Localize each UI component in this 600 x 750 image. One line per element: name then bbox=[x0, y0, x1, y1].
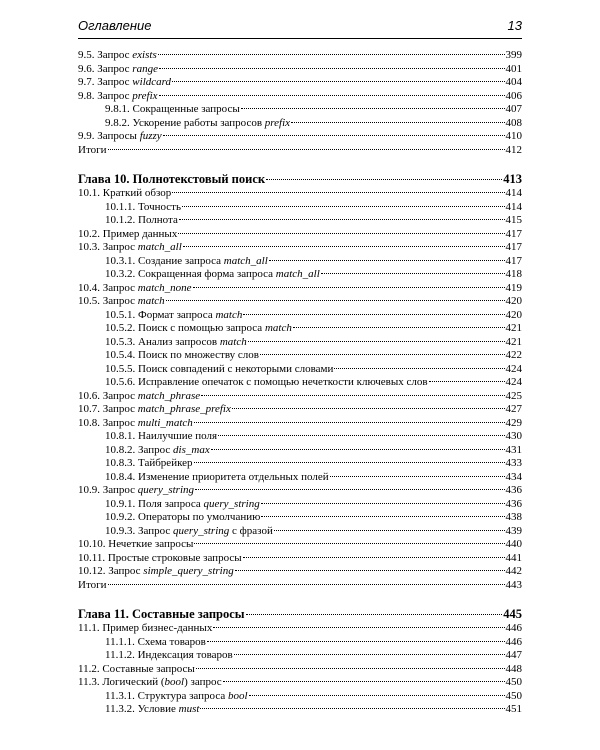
table-of-contents bbox=[78, 49, 522, 717]
toc-entry[interactable] bbox=[78, 241, 522, 255]
toc-entry-text: 9.5. Запрос bbox=[78, 49, 133, 61]
toc-entry-title bbox=[78, 663, 195, 677]
toc-entry-title bbox=[105, 511, 260, 525]
toc-entry-title bbox=[78, 171, 265, 187]
toc-entry[interactable] bbox=[78, 430, 522, 444]
toc-entry-title bbox=[78, 565, 234, 579]
dot-leader bbox=[159, 95, 505, 96]
toc-entry[interactable] bbox=[78, 309, 522, 323]
toc-entry[interactable] bbox=[78, 187, 522, 201]
toc-entry-title bbox=[105, 376, 428, 390]
toc-entry-text: 10.9.3. Запрос bbox=[105, 524, 174, 537]
toc-entry-text-suffix: ) запрос bbox=[184, 676, 222, 688]
toc-entry-code-term: multi_match bbox=[137, 416, 193, 429]
toc-entry-code-term: match_phrase_prefix bbox=[137, 403, 231, 415]
toc-page-number: 422 bbox=[505, 349, 522, 361]
dot-leader bbox=[232, 408, 505, 409]
toc-entry-title bbox=[105, 690, 248, 704]
dot-leader bbox=[234, 654, 505, 655]
toc-entry-text: 10.6. Запрос bbox=[78, 389, 138, 402]
toc-page-number: 438 bbox=[505, 511, 522, 523]
toc-entry-title bbox=[105, 349, 259, 363]
toc-page-number: 420 bbox=[505, 308, 522, 321]
dot-leader bbox=[235, 570, 505, 571]
toc-entry-title bbox=[105, 268, 320, 282]
toc-entry-title bbox=[78, 622, 212, 636]
toc-entry-text: 10.1.2. Полнота bbox=[105, 214, 178, 226]
toc-entry-title bbox=[105, 498, 260, 512]
toc-entry-title bbox=[105, 214, 178, 228]
toc-entry-title bbox=[78, 228, 177, 242]
toc-entry[interactable] bbox=[78, 552, 522, 566]
toc-entry-text: 11.3. Логический ( bbox=[78, 676, 165, 688]
toc-entry-title bbox=[78, 295, 165, 309]
toc-entry-title bbox=[105, 336, 247, 350]
toc-entry-title bbox=[78, 538, 193, 552]
dot-leader bbox=[194, 543, 504, 544]
toc-entry[interactable] bbox=[78, 228, 522, 242]
toc-entry-text: 10.11. Простые строковые запросы bbox=[78, 551, 242, 564]
toc-entry[interactable] bbox=[78, 511, 522, 525]
chapter-gap bbox=[78, 592, 522, 606]
dot-leader bbox=[108, 149, 505, 150]
toc-entry-title bbox=[78, 579, 107, 593]
toc-page-number: 440 bbox=[505, 538, 522, 550]
dot-leader bbox=[249, 695, 505, 696]
running-head bbox=[78, 18, 522, 38]
toc-page-number: 441 bbox=[505, 551, 522, 564]
toc-entry-title bbox=[78, 63, 158, 77]
toc-entry-title bbox=[78, 282, 192, 296]
toc-entry[interactable] bbox=[78, 565, 522, 579]
dot-leader bbox=[193, 287, 505, 288]
toc-page-number: 406 bbox=[505, 89, 522, 102]
toc-entry-text: 10.9. Запрос bbox=[78, 484, 138, 496]
toc-entry-text: 10.5.2. Поиск с помощью запроса bbox=[105, 322, 265, 334]
toc-entry-code-term: match_all bbox=[137, 241, 182, 253]
toc-entry-text: 10.3.2. Сокращенная форма запроса bbox=[105, 268, 276, 280]
toc-entry-text: 11.2. Составные запросы bbox=[78, 662, 195, 675]
toc-entry-text-suffix: с фразой bbox=[229, 524, 273, 537]
dot-leader bbox=[158, 54, 505, 55]
toc-entry[interactable] bbox=[78, 201, 522, 215]
toc-entry-text: 11.1. Пример бизнес-данных bbox=[78, 622, 213, 634]
dot-leader bbox=[218, 435, 504, 436]
toc-entry[interactable] bbox=[78, 417, 522, 431]
toc-page-number: 451 bbox=[505, 703, 522, 715]
dot-leader bbox=[195, 489, 504, 490]
toc-entry-code-term: match_all bbox=[275, 268, 320, 280]
chapter-gap bbox=[78, 157, 522, 171]
toc-entry-title bbox=[78, 676, 222, 690]
toc-entry-title bbox=[78, 144, 107, 158]
toc-page-number: 417 bbox=[505, 227, 522, 240]
toc-page-number: 407 bbox=[505, 103, 522, 115]
toc-entry[interactable] bbox=[78, 322, 522, 336]
toc-entry[interactable] bbox=[78, 484, 522, 498]
toc-entry-text: 10.1.1. Точность bbox=[105, 200, 182, 213]
dot-leader bbox=[207, 641, 505, 642]
toc-entry-title bbox=[105, 117, 290, 131]
toc-entry-title bbox=[105, 322, 292, 336]
toc-entry[interactable] bbox=[78, 282, 522, 296]
toc-entry-title bbox=[78, 552, 242, 566]
toc-entry[interactable] bbox=[78, 703, 522, 717]
toc-entry[interactable] bbox=[78, 49, 522, 63]
toc-entry[interactable] bbox=[78, 538, 522, 552]
toc-entry-text: 10.5.6. Исправление опечаток с помощью нечеткости ключевых слов bbox=[105, 376, 428, 388]
dot-leader bbox=[223, 681, 505, 682]
toc-entry-title bbox=[105, 649, 233, 663]
toc-entry-title bbox=[105, 103, 240, 117]
toc-entry-title bbox=[105, 703, 199, 717]
dot-leader bbox=[179, 219, 505, 220]
dot-leader bbox=[183, 246, 505, 247]
toc-page-number: 404 bbox=[505, 76, 522, 88]
dot-leader bbox=[274, 530, 505, 531]
toc-entry-text: 11.3.2. Условие bbox=[105, 703, 179, 715]
toc-entry-title bbox=[105, 525, 273, 539]
dot-leader bbox=[201, 395, 504, 396]
toc-entry-code-term: match_none bbox=[137, 281, 192, 294]
dot-leader bbox=[241, 108, 505, 109]
toc-entry-code-term: query_string bbox=[203, 497, 260, 510]
toc-entry-code-term: match bbox=[264, 322, 292, 334]
section-title: Оглавление bbox=[78, 18, 152, 33]
toc-entry-text: 10.5.5. Поиск совпадений с некоторыми словами bbox=[105, 362, 334, 375]
toc-page-number: 410 bbox=[505, 130, 522, 142]
toc-entry-text: 9.6. Запрос bbox=[78, 62, 133, 75]
toc-page-number: 446 bbox=[505, 635, 522, 648]
toc-entry-text: 9.8. Запрос bbox=[78, 89, 133, 102]
toc-page-number: 419 bbox=[505, 281, 522, 294]
toc-entry[interactable] bbox=[78, 663, 522, 677]
toc-page-number: 399 bbox=[505, 49, 522, 61]
toc-entry-title bbox=[78, 484, 194, 498]
toc-page-number: 401 bbox=[505, 62, 522, 75]
toc-entry-text: 9.7. Запрос bbox=[78, 76, 133, 88]
toc-entry-text: 10.8.2. Запрос bbox=[105, 443, 174, 456]
toc-entry-title bbox=[105, 457, 193, 471]
dot-leader bbox=[108, 584, 505, 585]
toc-entry[interactable] bbox=[78, 63, 522, 77]
dot-leader bbox=[291, 122, 504, 123]
toc-entry-code-term: match bbox=[219, 335, 247, 348]
toc-page-number: 425 bbox=[505, 389, 522, 402]
toc-entry-code-term: must bbox=[178, 703, 200, 715]
dot-leader bbox=[172, 192, 504, 193]
toc-page-number: 445 bbox=[503, 607, 522, 621]
toc-entry[interactable] bbox=[78, 376, 522, 390]
toc-entry-text: Итоги bbox=[78, 578, 107, 591]
toc-entry-title bbox=[105, 309, 242, 323]
toc-entry-code-term: exists bbox=[132, 49, 157, 61]
toc-entry-title bbox=[78, 417, 193, 431]
dot-leader bbox=[200, 708, 504, 709]
toc-entry-title bbox=[78, 130, 162, 144]
toc-entry[interactable] bbox=[78, 525, 522, 539]
page-number: 13 bbox=[507, 18, 522, 33]
toc-page-number: 412 bbox=[505, 143, 522, 156]
dot-leader bbox=[330, 476, 505, 477]
dot-leader bbox=[321, 273, 505, 274]
dot-leader bbox=[182, 206, 504, 207]
toc-entry-code-term: wildcard bbox=[132, 76, 172, 88]
dot-leader bbox=[211, 449, 505, 450]
dot-leader bbox=[293, 327, 505, 328]
toc-entry[interactable] bbox=[78, 622, 522, 636]
toc-page-number: 446 bbox=[505, 622, 522, 634]
toc-page-number: 417 bbox=[505, 241, 522, 253]
toc-entry-title bbox=[78, 606, 245, 622]
header-rule bbox=[78, 38, 522, 39]
toc-page-number: 430 bbox=[505, 430, 522, 442]
toc-entry[interactable] bbox=[78, 636, 522, 650]
toc-page-number: 436 bbox=[505, 484, 522, 496]
toc-entry-text: Глава 10. Полнотекстовый поиск bbox=[78, 172, 266, 186]
dot-leader bbox=[194, 422, 505, 423]
toc-page-number: 450 bbox=[505, 676, 522, 688]
toc-entry-text: 10.5.1. Формат запроса bbox=[105, 308, 216, 321]
toc-entry[interactable] bbox=[78, 690, 522, 704]
toc-entry-code-term: query_string bbox=[137, 484, 195, 496]
dot-leader bbox=[163, 135, 505, 136]
toc-entry-code-term: dis_max bbox=[173, 443, 210, 456]
toc-entry-code-term: match_phrase bbox=[137, 389, 201, 402]
toc-entry[interactable] bbox=[78, 103, 522, 117]
toc-page-number: 408 bbox=[505, 116, 522, 129]
toc-entry-text: 10.4. Запрос bbox=[78, 281, 138, 294]
dot-leader bbox=[166, 300, 505, 301]
toc-entry-text: 10.8.1. Наилучшие поля bbox=[105, 430, 218, 442]
toc-entry-text: 10.3.1. Создание запроса bbox=[105, 254, 224, 267]
toc-entry-code-term: query_string bbox=[173, 524, 230, 537]
toc-entry-text: 9.9. Запросы bbox=[78, 130, 140, 142]
toc-page-number: 443 bbox=[505, 578, 522, 591]
toc-entry[interactable] bbox=[78, 444, 522, 458]
dot-leader bbox=[194, 462, 505, 463]
toc-page-number: 429 bbox=[505, 416, 522, 429]
toc-page-number: 420 bbox=[505, 295, 522, 307]
toc-entry-title bbox=[78, 403, 231, 417]
toc-entry[interactable] bbox=[78, 268, 522, 282]
toc-entry-text: 11.3.1. Структура запроса bbox=[105, 689, 228, 702]
dot-leader bbox=[334, 368, 504, 369]
toc-entry-text: 10.8. Запрос bbox=[78, 416, 138, 429]
toc-entry[interactable] bbox=[78, 144, 522, 158]
toc-page-number: 439 bbox=[505, 524, 522, 537]
toc-entry-code-term: prefix bbox=[264, 116, 291, 129]
toc-entry-text: Глава 11. Составные запросы bbox=[78, 607, 245, 621]
toc-entry[interactable] bbox=[78, 471, 522, 485]
toc-entry-text: 10.3. Запрос bbox=[78, 241, 138, 253]
dot-leader bbox=[246, 614, 503, 615]
toc-entry-text: 9.8.2. Ускорение работы запросов bbox=[105, 116, 265, 129]
toc-page-number: 431 bbox=[505, 443, 522, 456]
dot-leader bbox=[243, 314, 504, 315]
toc-entry-title bbox=[78, 90, 158, 104]
toc-page-number: 447 bbox=[505, 649, 522, 661]
toc-page-number: 436 bbox=[505, 497, 522, 510]
toc-entry-text: 10.1. Краткий обзор bbox=[78, 187, 172, 199]
toc-entry-title bbox=[78, 187, 171, 201]
dot-leader bbox=[213, 627, 504, 628]
toc-entry[interactable] bbox=[78, 130, 522, 144]
toc-entry-text: 10.5. Запрос bbox=[78, 295, 138, 307]
toc-page-number: 417 bbox=[505, 254, 522, 267]
toc-entry[interactable] bbox=[78, 90, 522, 104]
toc-entry[interactable] bbox=[78, 498, 522, 512]
toc-entry-title bbox=[105, 430, 217, 444]
toc-entry-code-term: prefix bbox=[132, 89, 158, 102]
toc-entry[interactable] bbox=[78, 214, 522, 228]
toc-entry-text: Итоги bbox=[78, 143, 107, 156]
toc-page-number: 414 bbox=[505, 187, 522, 199]
toc-page-number: 415 bbox=[505, 214, 522, 226]
toc-entry[interactable] bbox=[78, 579, 522, 593]
toc-page-number: 450 bbox=[505, 689, 522, 702]
dot-leader bbox=[261, 503, 505, 504]
toc-page-number: 421 bbox=[505, 322, 522, 334]
dot-leader bbox=[260, 354, 505, 355]
toc-entry-text: 10.8.4. Изменение приоритета отдельных полей bbox=[105, 470, 329, 483]
toc-page-number: 413 bbox=[503, 172, 522, 186]
toc-entry-text: 11.1.1. Схема товаров bbox=[105, 635, 206, 648]
toc-page-number: 424 bbox=[505, 362, 522, 375]
toc-entry-title bbox=[105, 255, 268, 269]
toc-entry-title bbox=[105, 471, 329, 485]
dot-leader bbox=[266, 179, 502, 180]
toc-entry-title bbox=[105, 201, 181, 215]
toc-entry-text: 10.10. Нечеткие запросы bbox=[78, 538, 194, 550]
dot-leader bbox=[172, 81, 504, 82]
dot-leader bbox=[248, 341, 505, 342]
toc-page-number: 442 bbox=[505, 565, 522, 577]
toc-page-number: 433 bbox=[505, 457, 522, 469]
toc-entry-text: 10.9.1. Поля запроса bbox=[105, 497, 204, 510]
toc-entry-text: 10.7. Запрос bbox=[78, 403, 138, 415]
dot-leader bbox=[261, 516, 504, 517]
toc-entry-code-term: match_all bbox=[223, 254, 268, 267]
toc-entry-code-term: match bbox=[215, 308, 243, 321]
toc-entry[interactable] bbox=[78, 336, 522, 350]
toc-entry-text: 11.1.2. Индексация товаров bbox=[105, 649, 233, 661]
toc-entry-text: 10.2. Пример данных bbox=[78, 227, 178, 240]
toc-entry-title bbox=[78, 241, 182, 255]
toc-entry[interactable] bbox=[78, 117, 522, 131]
toc-entry-code-term: match bbox=[137, 295, 165, 307]
toc-entry[interactable] bbox=[78, 390, 522, 404]
toc-page-number: 418 bbox=[505, 268, 522, 280]
dot-leader bbox=[269, 260, 505, 261]
toc-page-number: 427 bbox=[505, 403, 522, 415]
toc-entry[interactable] bbox=[78, 76, 522, 90]
toc-entry-title bbox=[78, 76, 171, 90]
dot-leader bbox=[196, 668, 505, 669]
toc-entry-code-term: simple_query_string bbox=[143, 565, 234, 577]
toc-entry[interactable] bbox=[78, 676, 522, 690]
toc-entry[interactable] bbox=[78, 649, 522, 663]
toc-page-number: 421 bbox=[505, 335, 522, 348]
toc-chapter-entry[interactable] bbox=[78, 606, 522, 622]
toc-entry-text: 10.9.2. Операторы по умолчанию bbox=[105, 511, 261, 523]
toc-entry-title bbox=[78, 49, 157, 63]
toc-entry[interactable] bbox=[78, 457, 522, 471]
toc-entry[interactable] bbox=[78, 363, 522, 377]
toc-entry-title bbox=[105, 363, 333, 377]
toc-entry-code-term: bool bbox=[164, 676, 185, 688]
toc-entry-title bbox=[78, 390, 200, 404]
dot-leader bbox=[429, 381, 505, 382]
toc-entry-text: 10.8.3. Тайбрейкер bbox=[105, 457, 193, 469]
dot-leader bbox=[159, 68, 505, 69]
toc-page-number: 414 bbox=[505, 200, 522, 213]
dot-leader bbox=[178, 233, 504, 234]
toc-entry-title bbox=[105, 444, 210, 458]
toc-entry-code-term: fuzzy bbox=[139, 130, 162, 142]
dot-leader bbox=[243, 557, 505, 558]
toc-entry-title bbox=[105, 636, 206, 650]
toc-entry[interactable] bbox=[78, 295, 522, 309]
toc-entry-text: 10.5.3. Анализ запросов bbox=[105, 335, 220, 348]
toc-entry[interactable] bbox=[78, 349, 522, 363]
toc-page-number: 434 bbox=[505, 470, 522, 483]
toc-entry-text: 10.12. Запрос bbox=[78, 565, 144, 577]
toc-entry[interactable] bbox=[78, 403, 522, 417]
toc-entry[interactable] bbox=[78, 255, 522, 269]
toc-page-number: 448 bbox=[505, 662, 522, 675]
toc-page-number: 424 bbox=[505, 376, 522, 388]
toc-entry-text: 9.8.1. Сокращенные запросы bbox=[105, 103, 240, 115]
toc-entry-text: 10.5.4. Поиск по множеству слов bbox=[105, 349, 259, 361]
toc-entry-code-term: bool bbox=[227, 689, 248, 702]
toc-chapter-entry[interactable] bbox=[78, 171, 522, 187]
toc-entry-code-term: range bbox=[132, 62, 158, 75]
